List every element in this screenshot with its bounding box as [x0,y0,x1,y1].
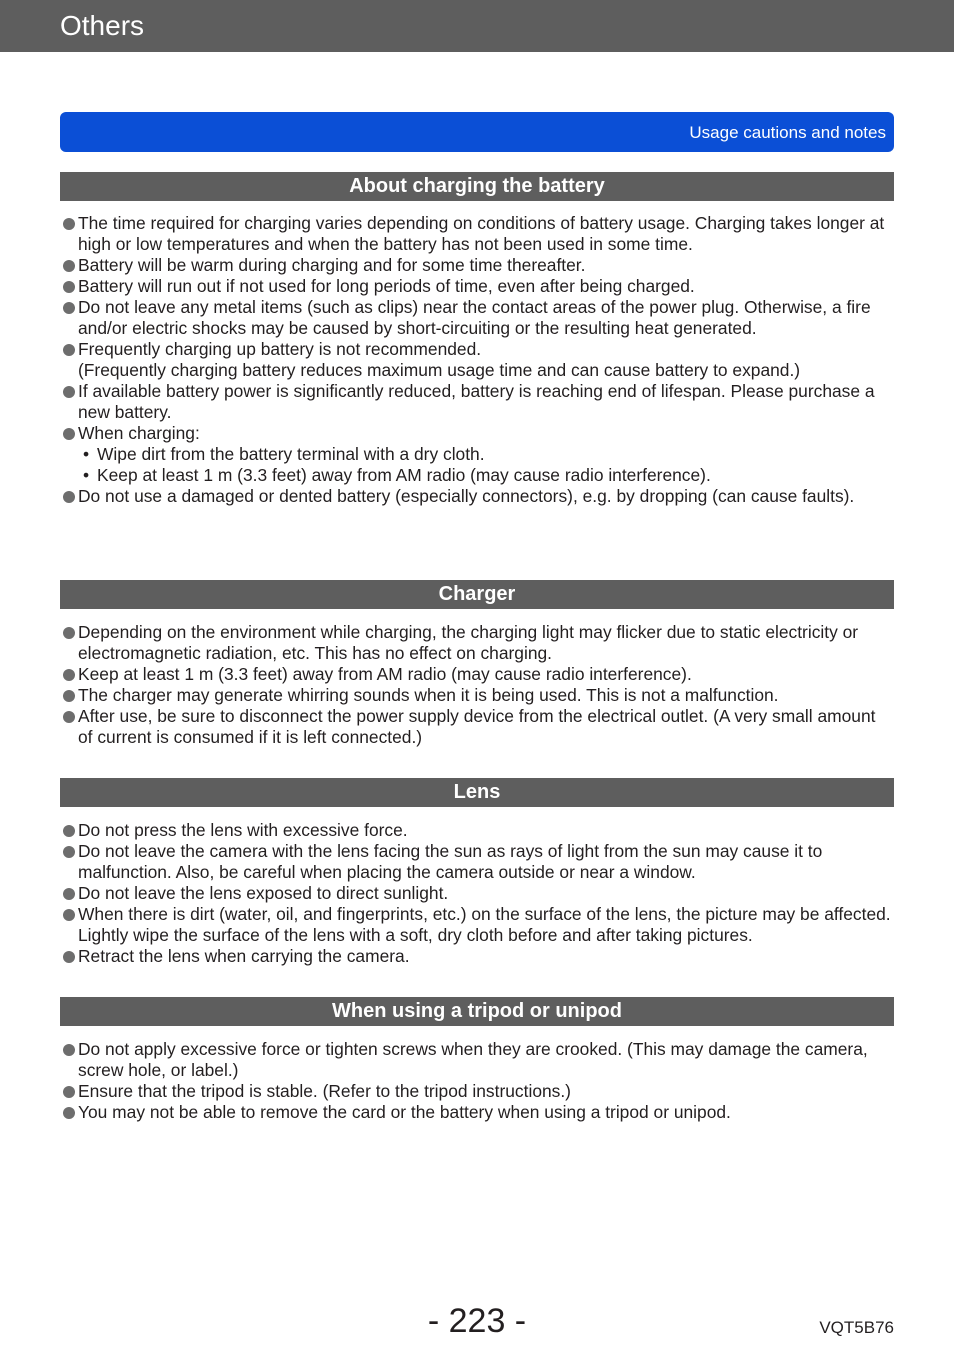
list-item: Battery will run out if not used for long periods of time, even after being charged. [62,276,894,297]
bullet-icon [63,491,75,503]
sub-list-item: • Keep at least 1 m (3.3 feet) away from AM radio (may cause radio interference). [83,465,711,485]
tripod-notes-list [62,1039,894,1123]
lens-notes-list [62,820,894,967]
bullet-icon [63,711,75,723]
bullet-icon [63,302,75,314]
section-heading-lens: Lens [60,778,894,807]
list-item: After use, be sure to disconnect the power supply device from the electrical outlet. (A very small amount of current is consumed if it is left connected.) [62,706,894,748]
list-item: Do not leave the lens exposed to direct sunlight. [62,883,894,904]
battery-notes-list [62,213,894,507]
section-heading-tripod: When using a tripod or unipod [60,997,894,1026]
section-banner [60,112,894,152]
bullet-icon [63,669,75,681]
small-dot-icon: • [83,465,90,485]
bullet-icon [63,888,75,900]
list-item: Retract the lens when carrying the camera. [62,946,894,967]
top-header-bar [0,0,954,52]
document-code: VQT5B76 [819,1318,894,1337]
list-item: When charging: [62,423,894,444]
list-item: Depending on the environment while charging, the charging light may flicker due to static electricity or electromagnetic radiation, etc. This has no effect on charging. [62,622,894,664]
bullet-icon [63,825,75,837]
charger-notes-list [62,622,894,748]
list-item: When there is dirt (water, oil, and fingerprints, etc.) on the surface of the lens, the picture may be affected. Lightly wipe the surface of the lens with a soft, dry cloth before and after taking pictures. [62,904,894,946]
section-heading-battery: About charging the battery [60,172,894,201]
bullet-icon [63,1107,75,1119]
list-item: Do not apply excessive force or tighten screws when they are crooked. (This may damage the camera, screw hole, or label.) [62,1039,894,1081]
list-item: Do not leave the camera with the lens facing the sun as rays of light from the sun may cause it to malfunction. Also, be careful when placing the camera outside or near a window. [62,841,894,883]
list-item: The time required for charging varies depending on conditions of battery usage. Charging takes longer at high or low temperatures and when the battery has not been used in some time. [62,213,894,255]
chapter-title: Others [60,10,145,41]
list-item: Frequently charging up battery is not recommended. (Frequently charging battery reduces maximum usage time and can cause battery to expand.) [62,339,894,381]
section-heading-charger: Charger [60,580,894,609]
small-dot-icon: • [83,444,90,464]
list-item: The charger may generate whirring sounds when it is being used. This is not a malfunction. [62,685,894,706]
list-item: Do not press the lens with excessive force. [62,820,894,841]
bullet-icon [63,218,75,230]
list-item: Keep at least 1 m (3.3 feet) away from AM radio (may cause radio interference). [62,664,894,685]
bullet-icon [63,428,75,440]
list-item: Ensure that the tripod is stable. (Refer to the tripod instructions.) [62,1081,894,1102]
bullet-icon [63,281,75,293]
list-item: If available battery power is significantly reduced, battery is reaching end of lifespan. Please purchase a new battery. [62,381,894,423]
bullet-icon [63,909,75,921]
bullet-icon [63,344,75,356]
list-item: Do not leave any metal items (such as clips) near the contact areas of the power plug. Otherwise, a fire and/or electric shocks may be caused by short-circuiting or the resulting heat generated. [62,297,894,339]
list-item: Do not use a damaged or dented battery (especially connectors), e.g. by dropping (can cause faults). [62,486,894,507]
bullet-icon [63,846,75,858]
list-item: Battery will be warm during charging and for some time thereafter. [62,255,894,276]
list-item-note: (Frequently charging battery reduces maximum usage time and can cause battery to expand.) [78,360,801,380]
bullet-icon [63,1086,75,1098]
banner-label: Usage cautions and notes [689,123,886,142]
bullet-icon [63,1044,75,1056]
sub-list-item: • Wipe dirt from the battery terminal with a dry cloth. [83,444,485,464]
bullet-icon [63,690,75,702]
bullet-icon [63,627,75,639]
bullet-icon [63,386,75,398]
page-number: - 223 - [427,1302,527,1340]
bullet-icon [63,260,75,272]
bullet-icon [63,951,75,963]
list-item: You may not be able to remove the card or the battery when using a tripod or unipod. [62,1102,894,1123]
